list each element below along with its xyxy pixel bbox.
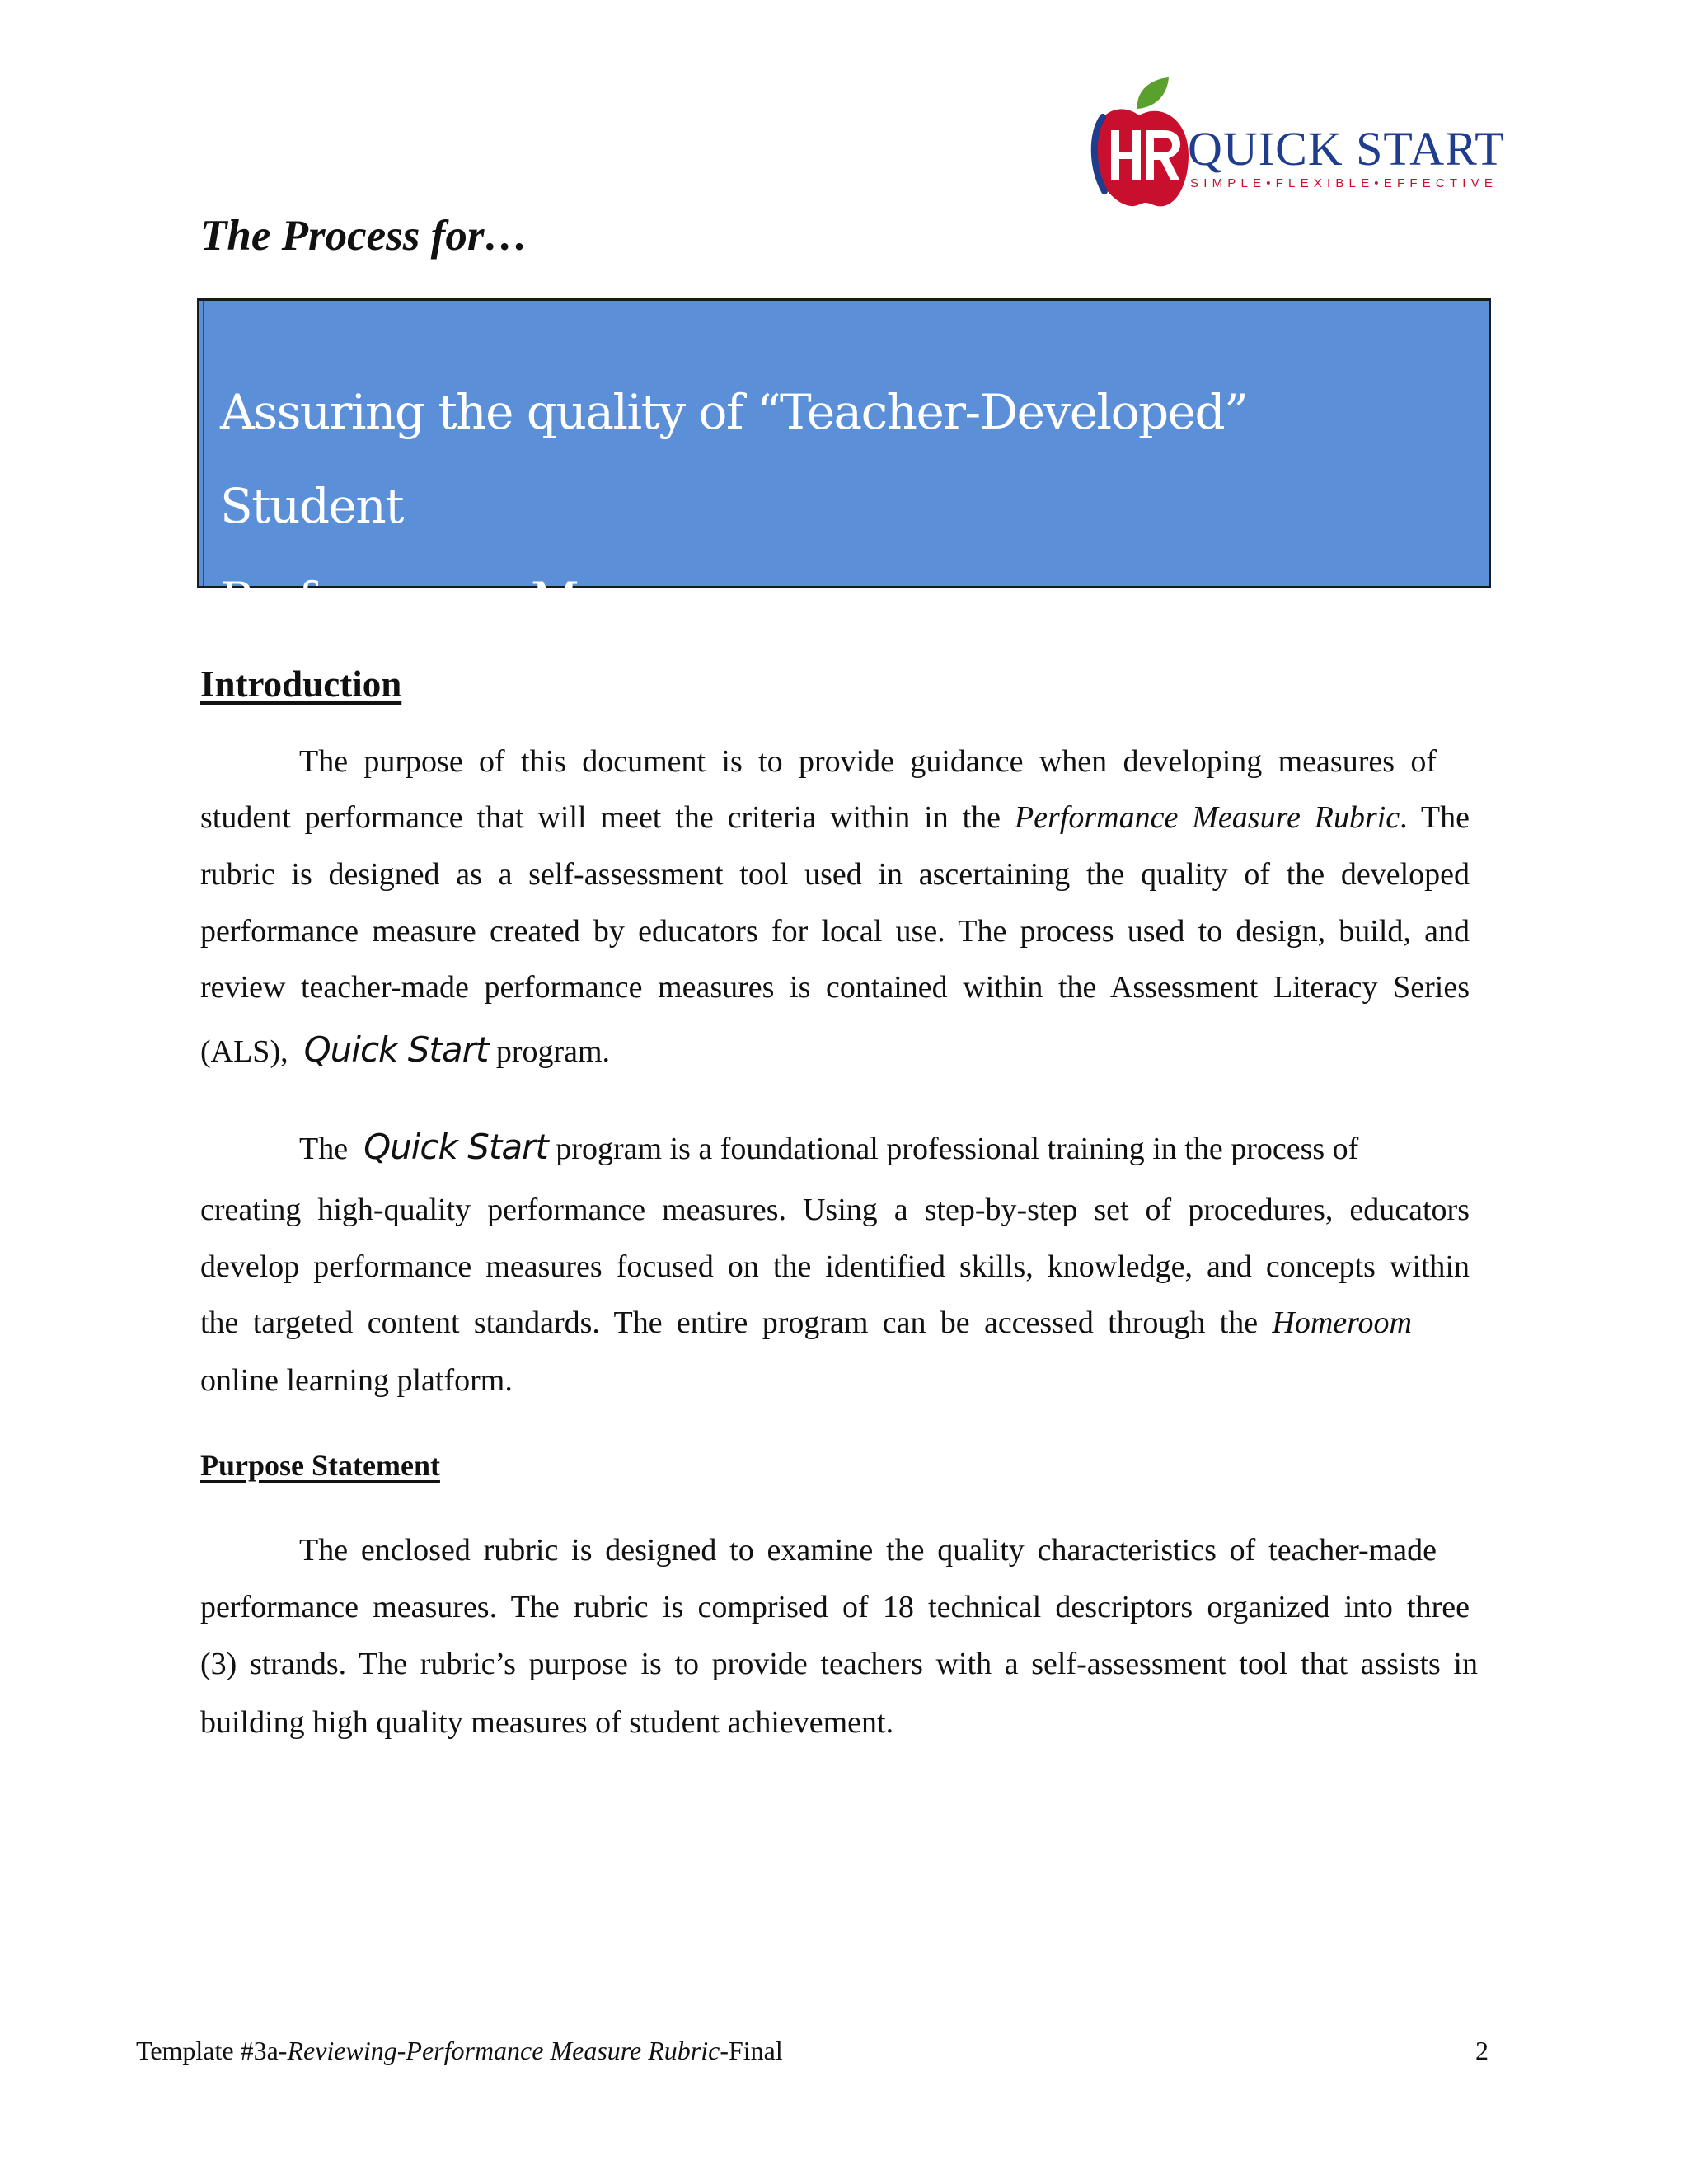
purpose-line-4: building high quality measures of student achievement. bbox=[200, 1705, 894, 1740]
quick-start-logo bbox=[1086, 76, 1505, 216]
homeroom-italic: Homeroom bbox=[1272, 1305, 1412, 1340]
quick-start-script-1: Quick Start bbox=[303, 1029, 489, 1070]
logo-name: QUICK START bbox=[1188, 122, 1505, 176]
intro-p2-line-1-text: The bbox=[299, 1132, 349, 1166]
footer-prefix: Template #3a- bbox=[136, 2036, 288, 2065]
quick-start-script-2: Quick Start bbox=[363, 1127, 548, 1167]
purpose-line-1: The enclosed rubric is designed to examine the quality characteristics of teacher-made bbox=[299, 1533, 1437, 1568]
footer-italic: Reviewing-Performance Measure Rubric bbox=[287, 2036, 720, 2065]
document-title bbox=[220, 365, 1440, 647]
purpose-line-2: performance measures. The rubric is comprised of 18 technical descriptors organized into three bbox=[200, 1590, 1470, 1624]
footer-template-name bbox=[136, 2032, 783, 2069]
intro-p2-line-2: creating high-quality performance measures. Using a step-by-step set of procedures, educators bbox=[200, 1193, 1470, 1227]
intro-p2-line-3: develop performance measures focused on the identified skills, knowledge, and concepts within bbox=[200, 1249, 1470, 1284]
purpose-statement-heading: Purpose Statement bbox=[200, 1449, 440, 1482]
intro-p2-line-4 bbox=[200, 1303, 1412, 1343]
intro-p1-line-6-text: (ALS), bbox=[200, 1034, 288, 1069]
intro-p2-line-5: online learning platform. bbox=[200, 1363, 513, 1398]
intro-p1-line-3: rubric is designed as a self-assessment tool used in ascertaining the quality of the developed bbox=[200, 857, 1470, 892]
introduction-heading: Introduction bbox=[200, 663, 402, 705]
title-line-2: Performance Measures bbox=[220, 572, 757, 628]
intro-p1-line-2 bbox=[200, 798, 1470, 837]
footer-suffix: -Final bbox=[720, 2036, 783, 2065]
intro-p2-line-1 bbox=[299, 1127, 1358, 1169]
title-box-inner bbox=[203, 301, 1489, 628]
logo-tagline: SIMPLE•FLEXIBLE•EFFECTIVE bbox=[1190, 176, 1498, 190]
intro-p1-line-2-text: student performance that will meet the criteria within in the bbox=[200, 800, 1001, 835]
purpose-line-3: (3) strands. The rubric’s purpose is to provide teachers with a self-assessment tool that assists in bbox=[200, 1647, 1478, 1681]
intro-p1-line-6 bbox=[200, 1030, 610, 1071]
title-box bbox=[197, 298, 1491, 628]
process-heading: The Process for… bbox=[200, 212, 528, 260]
intro-p1-line-6-end: program. bbox=[495, 1034, 611, 1069]
hr-apple-logo-icon bbox=[1086, 76, 1193, 216]
title-line-1: Assuring the quality of “Teacher-Developed” Student bbox=[220, 384, 1248, 534]
intro-p1-line-4: performance measure created by educators for local use. The process used to design, build, and bbox=[200, 914, 1470, 949]
intro-p1-line-5: review teacher-made performance measures is contained within the Assessment Literacy Series bbox=[200, 970, 1470, 1005]
intro-p1-line-2-end: . The bbox=[1400, 800, 1470, 835]
intro-p2-line-4-text: the targeted content standards. The entire program can be accessed through the bbox=[200, 1305, 1259, 1340]
intro-p2-line-1-end: program is a foundational professional training in the process of bbox=[556, 1132, 1359, 1166]
rubric-title-italic: Performance Measure Rubric bbox=[1014, 800, 1400, 835]
intro-p1-line-1: The purpose of this document is to provide guidance when developing measures of bbox=[299, 744, 1437, 779]
page-number: 2 bbox=[1475, 2036, 1489, 2065]
